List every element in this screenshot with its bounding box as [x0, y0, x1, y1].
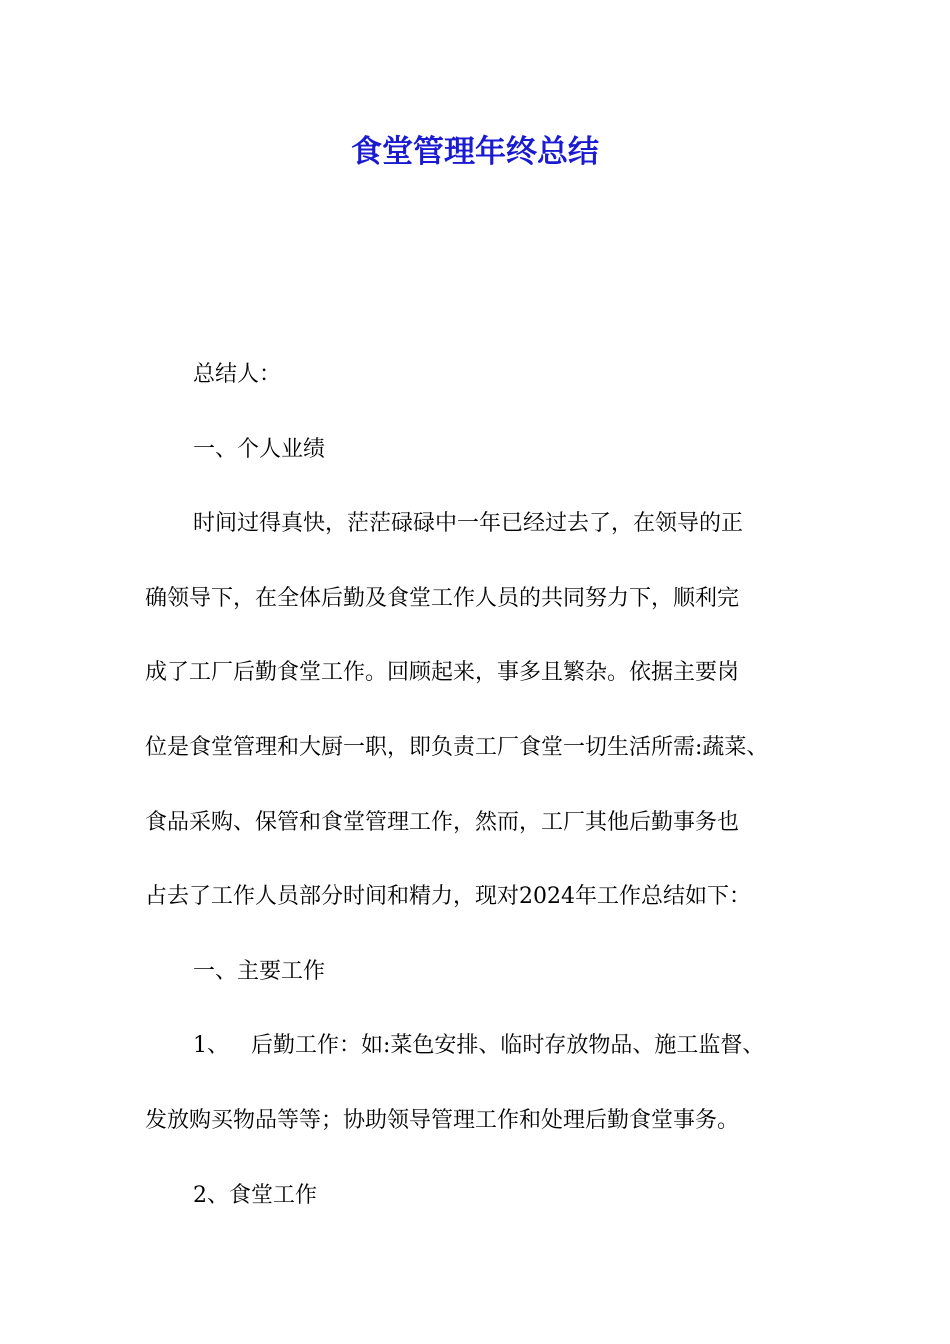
paragraph-line: 成了工厂后勤食堂工作。回顾起来，事多且繁杂。依据主要岗 — [145, 660, 740, 686]
document-body — [145, 338, 835, 1233]
list-item-number: 1、 — [193, 1033, 229, 1059]
paragraph-line: 占去了工作人员部分时间和精力，现对2024年工作总结如下： — [145, 884, 751, 910]
paragraph-line: 食品采购、保管和食堂管理工作，然而，工厂其他后勤事务也 — [145, 809, 740, 835]
author-label: 总结人： — [193, 362, 282, 387]
paragraph-line: 确领导下，在全体后勤及食堂工作人员的共同努力下，顺利完 — [145, 585, 740, 611]
document-title: 食堂管理年终总结 — [351, 134, 599, 170]
section-heading-personal-performance: 一、个人业绩 — [193, 436, 326, 462]
list-item-text: 后勤工作：如:菜色安排、临时存放物品、施工监督、 — [251, 1033, 765, 1059]
paragraph-line: 位是食堂管理和大厨一职，即负责工厂食堂一切生活所需:蔬菜、 — [145, 734, 769, 760]
section-heading-main-work: 一、主要工作 — [193, 958, 326, 984]
list-item-canteen-work: 2、食堂工作 — [193, 1182, 317, 1208]
list-item-logistics — [145, 1009, 835, 1084]
paragraph-line: 时间过得真快，茫茫碌碌中一年已经过去了，在领导的正 — [193, 511, 744, 537]
paragraph-line: 发放购买物品等等；协助领导管理工作和处理后勤食堂事务。 — [145, 1107, 740, 1133]
